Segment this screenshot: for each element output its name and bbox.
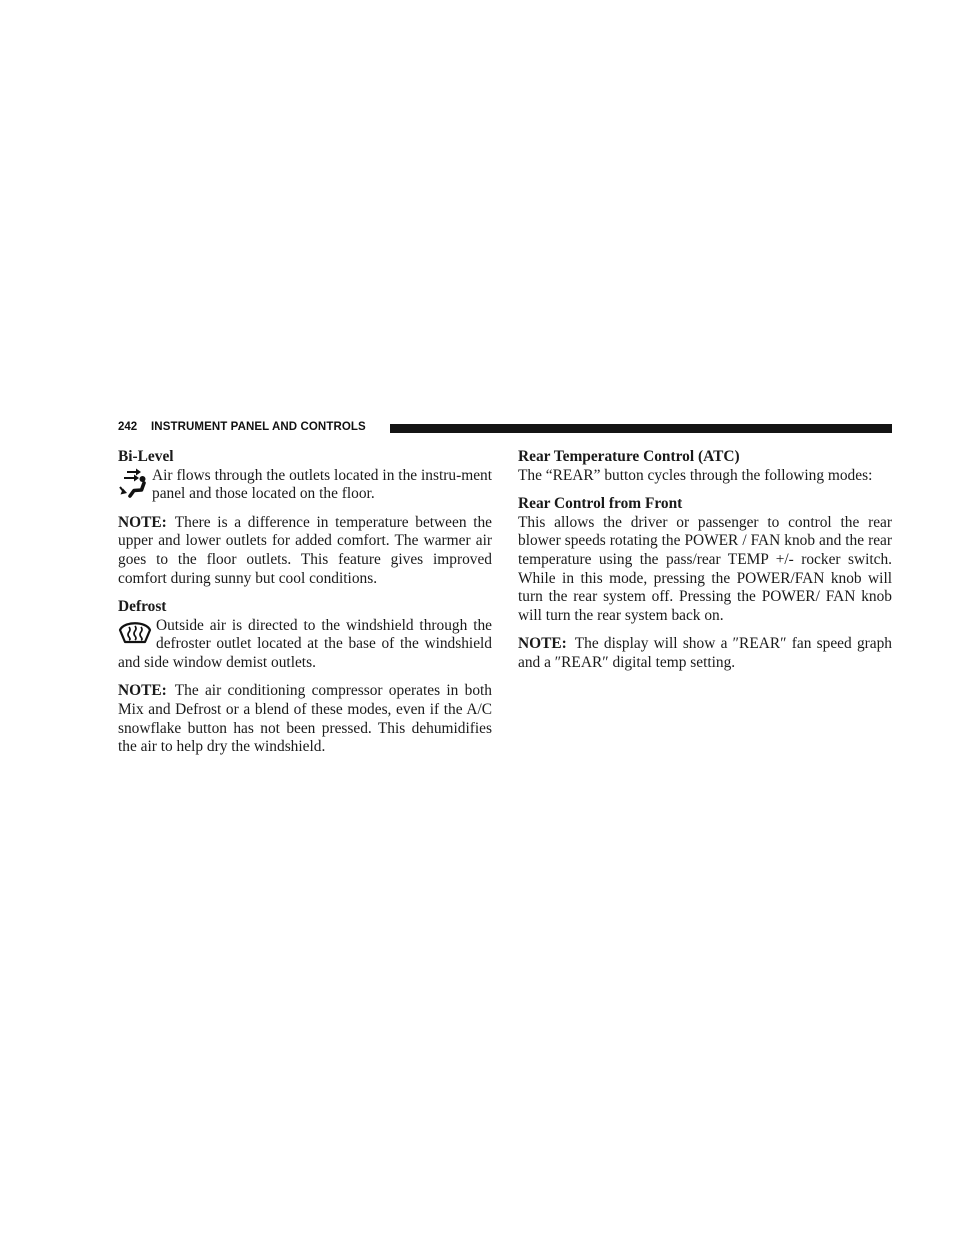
page-header: [118, 420, 892, 434]
defrost-text: Outside air is directed to the windshield through the defroster outlet located at the base of the windshield and side window demist outlets.: [118, 616, 492, 672]
note-3: [518, 635, 892, 672]
page-number: 242: [118, 421, 138, 433]
bilevel-text: Air flows through the outlets located in the instru-ment panel and those located on the floor.: [152, 466, 492, 503]
note-1-text: There is a difference in temperature between the upper and lower outlets for added comfort. The warmer air goes to the floor outlets. This feature gives improved comfort during sunny but cool conditions.: [118, 513, 492, 587]
rear-temp-heading: Rear Temperature Control (ATC): [518, 448, 740, 465]
defrost-icon: [118, 619, 156, 645]
note-label: NOTE:: [518, 635, 567, 653]
rear-from-front-heading: Rear Control from Front: [518, 494, 683, 512]
rear-from-front-text: This allows the driver or passenger to control the rear blower speeds rotating the POWER / FAN knob and the rear temperature using the pass/rear TEMP +/- rocker switch. While in this mode, pressing the POWER/FAN knob will turn the rear system off. Pressing the POWER/ FAN knob will turn the rear system back on.: [518, 513, 892, 625]
note-label: NOTE:: [118, 682, 167, 700]
bi-level-airflow-icon: [118, 468, 152, 498]
rear-temp-section: [518, 448, 892, 485]
note-2-text: The air conditioning compressor operates in both Mix and Defrost or a blend of these modes, even if the A/C snowflake button has not been pressed. This dehumidifies the air to help dry the windshield.: [118, 682, 492, 756]
right-column: [518, 448, 892, 673]
note-1: [118, 514, 492, 589]
bilevel-section: [118, 448, 492, 504]
left-column: [118, 448, 492, 757]
rear-temp-text: The “REAR” button cycles through the following modes:: [518, 466, 873, 484]
note-label: NOTE:: [118, 513, 167, 531]
note-3-text: The display will show a ″REAR″ fan speed graph and a ″REAR″ digital temp setting.: [518, 635, 892, 672]
note-2: [118, 682, 492, 757]
defrost-heading: Defrost: [118, 597, 167, 615]
section-title: INSTRUMENT PANEL AND CONTROLS: [151, 421, 366, 433]
header-rule: [390, 424, 892, 433]
rear-from-front-section: [518, 495, 892, 626]
bilevel-heading: Bi-Level: [118, 448, 174, 465]
defrost-section: [118, 598, 492, 673]
